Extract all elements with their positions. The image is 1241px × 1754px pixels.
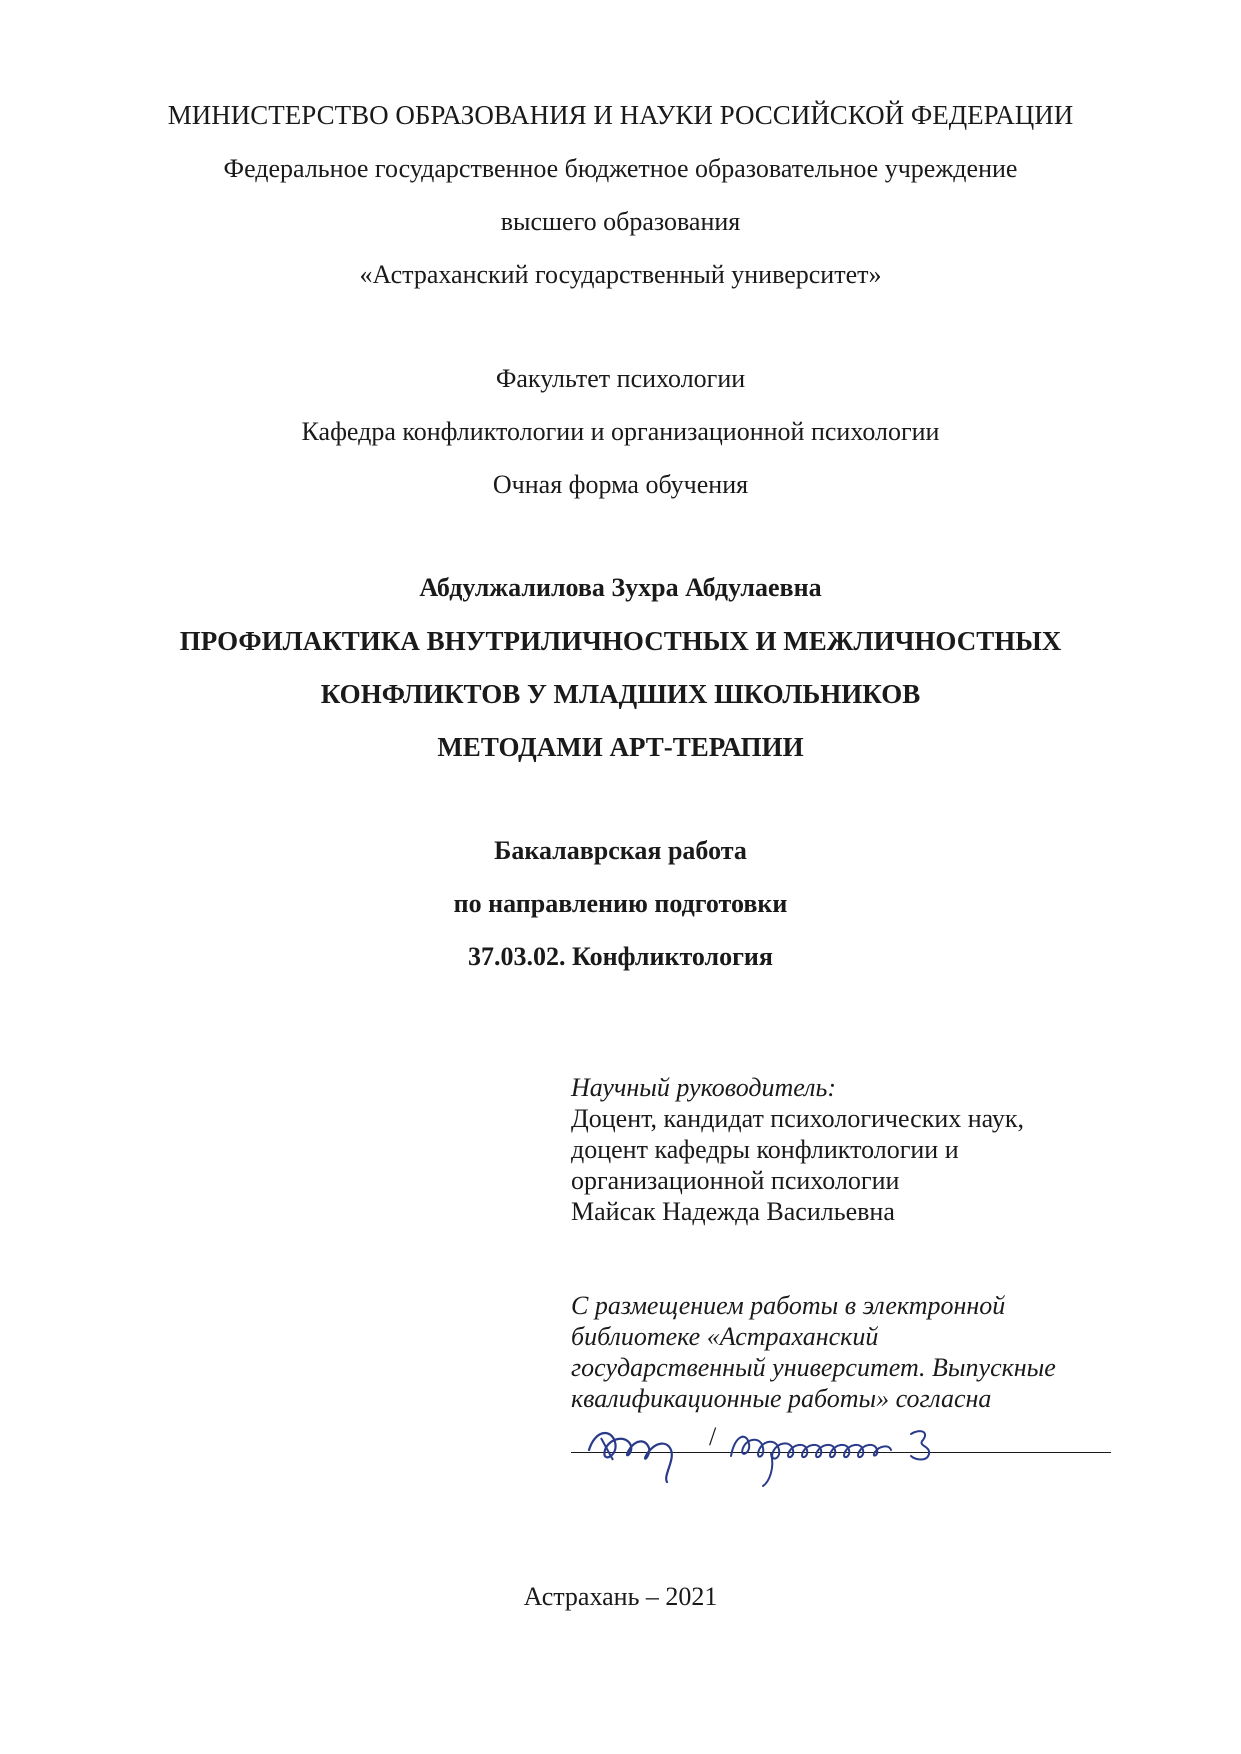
supervisor-title-line-3: организационной психологии <box>571 1166 900 1195</box>
supervisor-title-line-1: Доцент, кандидат психологических наук, <box>571 1104 1025 1133</box>
thesis-title-line-1: ПРОФИЛАКТИКА ВНУТРИЛИЧНОСТНЫХ И МЕЖЛИЧНОСТНЫХ <box>179 626 1062 656</box>
consent-line-3: государственный университет. Выпускные <box>571 1353 1056 1382</box>
consent-line-2: библиотеке «Астраханский <box>571 1322 879 1351</box>
work-type: Бакалаврская работа <box>494 836 747 865</box>
supervisor-name: Майсак Надежда Васильевна <box>571 1197 895 1226</box>
university-name: «Астраханский государственный университет» <box>359 260 882 289</box>
consent-block <box>571 1290 1191 1414</box>
supervisor-title-line-2: доцент кафедры конфликтологии и <box>571 1135 959 1164</box>
handwritten-signature <box>571 1420 1111 1490</box>
work-direction-label: по направлению подготовки <box>453 889 788 918</box>
thesis-title-line-3: МЕТОДАМИ АРТ-ТЕРАПИИ <box>437 732 804 762</box>
ministry-heading: МИНИСТЕРСТВО ОБРАЗОВАНИЯ И НАУКИ РОССИЙСКОЙ ФЕДЕРАЦИИ <box>167 100 1074 130</box>
institution-line-2: высшего образования <box>500 207 741 236</box>
institution-line-1: Федеральное государственное бюджетное образовательное учреждение <box>223 154 1018 183</box>
study-form: Очная форма обучения <box>492 470 749 499</box>
consent-line-1: С размещением работы в электронной <box>571 1291 1006 1320</box>
consent-line-4: квалификационные работы» согласна <box>571 1384 992 1413</box>
supervisor-block <box>571 1072 1191 1227</box>
department-name: Кафедра конфликтологии и организационной психологии <box>301 417 940 446</box>
faculty-name: Факультет психологии <box>495 364 746 393</box>
thesis-title-line-2: КОНФЛИКТОВ У МЛАДШИХ ШКОЛЬНИКОВ <box>320 679 921 709</box>
signature-area <box>571 1420 1111 1490</box>
signature-separator: / <box>709 1422 717 1451</box>
supervisor-label: Научный руководитель: <box>571 1073 837 1102</box>
work-direction-code: 37.03.02. Конфликтология <box>468 942 773 971</box>
author-name: Абдулжалилова Зухра Абдулаевна <box>419 573 822 602</box>
city-year: Астрахань – 2021 <box>523 1582 718 1611</box>
